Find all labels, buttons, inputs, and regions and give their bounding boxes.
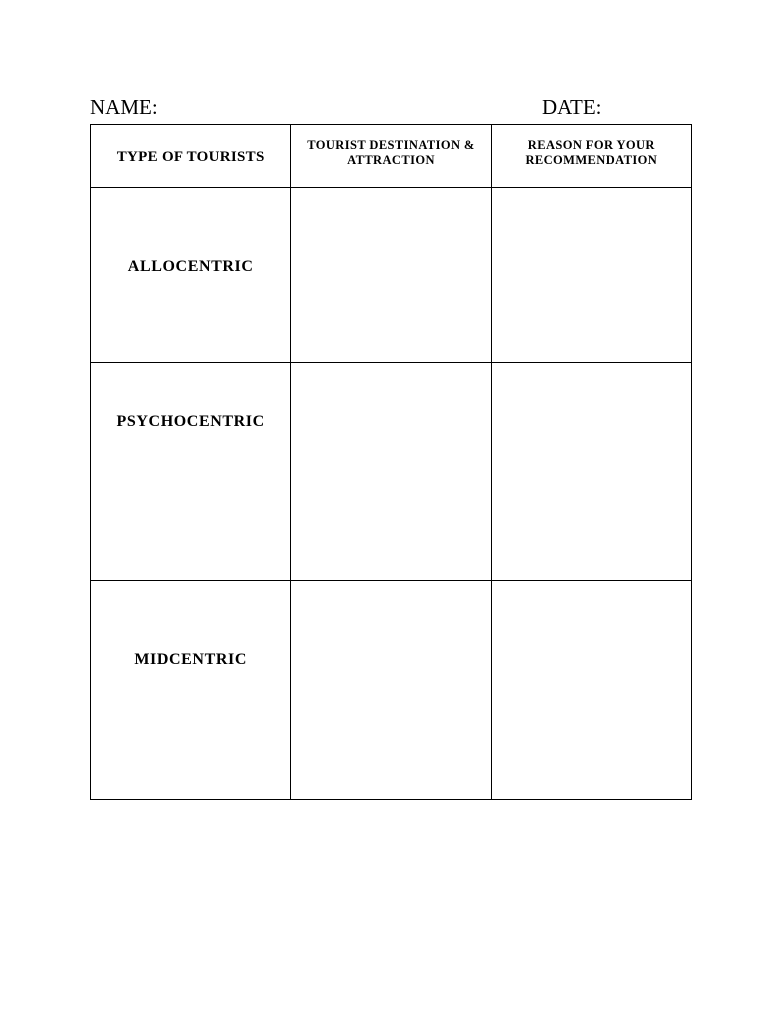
tourist-types-table — [90, 124, 692, 800]
reason-cell-psychocentric[interactable] — [491, 363, 691, 581]
tourist-type-midcentric: MIDCENTRIC — [91, 581, 291, 800]
date-label: DATE: — [542, 95, 602, 119]
table-row — [91, 363, 692, 581]
reason-cell-allocentric[interactable] — [491, 188, 691, 363]
name-label: NAME: — [90, 95, 158, 119]
reason-cell-midcentric[interactable] — [491, 581, 691, 800]
destination-cell-allocentric[interactable] — [291, 188, 491, 363]
tourist-type-allocentric: ALLOCENTRIC — [91, 188, 291, 363]
header-type-of-tourists: TYPE OF TOURISTS — [91, 125, 291, 188]
header-reason: REASON FOR YOUR RECOMMENDATION — [491, 125, 691, 188]
table-header-row — [91, 125, 692, 188]
header-tourist-destination: TOURIST DESTINATION & ATTRACTION — [291, 125, 491, 188]
destination-cell-psychocentric[interactable] — [291, 363, 491, 581]
destination-cell-midcentric[interactable] — [291, 581, 491, 800]
tourist-type-psychocentric: PSYCHOCENTRIC — [91, 363, 291, 581]
table-row — [91, 581, 692, 800]
table-row — [91, 188, 692, 363]
